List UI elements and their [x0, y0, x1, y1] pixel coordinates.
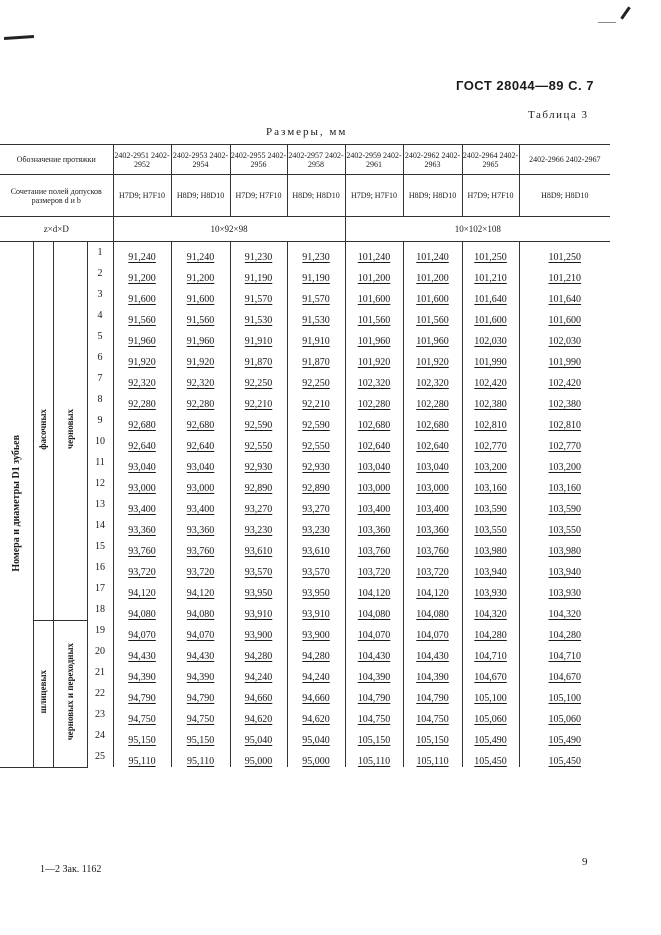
table-row: [0, 389, 610, 410]
diameter-value: 92,890: [230, 473, 287, 494]
diameter-value: 102,380: [519, 389, 610, 410]
diameter-value: 93,230: [287, 515, 345, 536]
left-vertical-label: [0, 242, 33, 768]
diameter-value: 93,760: [113, 536, 171, 557]
diameter-value: 102,420: [462, 368, 519, 389]
diameter-value: 92,250: [287, 368, 345, 389]
diameter-value: 94,390: [113, 662, 171, 683]
diameter-value: 101,600: [519, 305, 610, 326]
diameter-value: 103,000: [345, 473, 403, 494]
table-row: [0, 536, 610, 557]
diameter-value: 93,040: [171, 452, 230, 473]
diameter-value: 91,200: [113, 263, 171, 284]
diameter-value: 104,790: [403, 683, 462, 704]
diameter-value: 102,320: [345, 368, 403, 389]
diameter-value: 93,360: [171, 515, 230, 536]
diameter-value: 105,100: [462, 683, 519, 704]
header-row-tolerance: [0, 175, 610, 217]
diameter-value: 103,760: [403, 536, 462, 557]
diameter-value: 101,600: [403, 284, 462, 305]
diameter-value: 94,750: [171, 704, 230, 725]
diameter-value: 92,890: [287, 473, 345, 494]
diameter-value: 91,240: [171, 242, 230, 264]
header-row-size: [0, 217, 610, 242]
diameter-value: 93,400: [113, 494, 171, 515]
diameter-value: 101,240: [345, 242, 403, 264]
diameter-value: 94,280: [230, 641, 287, 662]
diameter-value: 92,640: [171, 431, 230, 452]
diameter-value: 102,280: [403, 389, 462, 410]
diameter-value: 93,000: [171, 473, 230, 494]
diameter-value: 103,940: [519, 557, 610, 578]
left-label-text: Номера и диаметры D1 зубьев: [10, 434, 22, 572]
diameter-value: 94,750: [113, 704, 171, 725]
diameter-value: 103,360: [345, 515, 403, 536]
diameter-value: 103,040: [403, 452, 462, 473]
column-designation: 2402-2951 2402-2952: [113, 145, 171, 175]
tooth-number: 8: [87, 389, 113, 410]
diameter-value: 94,620: [230, 704, 287, 725]
tooth-number: 15: [87, 536, 113, 557]
document-header: ГОСТ 28044—89 С. 7: [456, 78, 594, 93]
diameter-value: 104,710: [462, 641, 519, 662]
diameter-value: 94,240: [287, 662, 345, 683]
tooth-number: 21: [87, 662, 113, 683]
diameter-value: 105,450: [519, 746, 610, 767]
diameter-value: 91,910: [287, 326, 345, 347]
diameter-value: 93,910: [230, 599, 287, 620]
diameter-value: 102,640: [345, 431, 403, 452]
tooth-number: 11: [87, 452, 113, 473]
diameter-value: 105,490: [462, 725, 519, 746]
diameter-value: 104,320: [519, 599, 610, 620]
diameter-value: 102,770: [519, 431, 610, 452]
column-tolerance: H8D9; H8D10: [171, 175, 230, 217]
diameter-value: 103,930: [519, 578, 610, 599]
diameter-value: 103,760: [345, 536, 403, 557]
diameter-value: 101,600: [462, 305, 519, 326]
diameter-value: 104,280: [519, 620, 610, 641]
diameter-value: 101,240: [403, 242, 462, 264]
row-label-designation: Обозначение протяжки: [0, 145, 113, 175]
tooth-number: 7: [87, 368, 113, 389]
diameter-value: 104,120: [403, 578, 462, 599]
subgroup-roughing-transition-label: черновых и переходных: [65, 643, 75, 741]
diameter-value: 95,000: [230, 746, 287, 767]
scan-mark-right: [620, 6, 630, 19]
diameter-value: 101,960: [403, 326, 462, 347]
footer-order-number: 1—2 Зак. 1162: [40, 864, 102, 875]
diameter-value: 93,400: [171, 494, 230, 515]
diameter-value: 93,720: [171, 557, 230, 578]
tooth-number: 24: [87, 725, 113, 746]
diameter-value: 101,990: [462, 347, 519, 368]
diameter-value: 94,280: [287, 641, 345, 662]
column-tolerance: H7D9; H7F10: [345, 175, 403, 217]
diameter-value: 91,530: [230, 305, 287, 326]
column-designation: 2402-2953 2402-2954: [171, 145, 230, 175]
diameter-value: 102,030: [519, 326, 610, 347]
table-row: [0, 326, 610, 347]
diameter-value: 91,190: [287, 263, 345, 284]
group-faceted: [33, 242, 53, 621]
column-designation: 2402-2964 2402-2965: [462, 145, 519, 175]
tooth-number: 2: [87, 263, 113, 284]
table-row: [0, 368, 610, 389]
diameter-value: 101,920: [345, 347, 403, 368]
diameter-value: 91,920: [171, 347, 230, 368]
diameter-value: 103,590: [519, 494, 610, 515]
diameter-value: 94,430: [171, 641, 230, 662]
diameter-value: 91,960: [171, 326, 230, 347]
diameter-value: 93,270: [287, 494, 345, 515]
diameter-value: 92,210: [230, 389, 287, 410]
tooth-number: 23: [87, 704, 113, 725]
diameter-value: 103,200: [519, 452, 610, 473]
table-row: [0, 641, 610, 662]
diameter-value: 104,080: [403, 599, 462, 620]
diameter-value: 104,120: [345, 578, 403, 599]
diameter-value: 102,680: [345, 410, 403, 431]
header-row-designation: [0, 145, 610, 175]
table-row: [0, 662, 610, 683]
diameter-value: 91,240: [113, 242, 171, 264]
diameter-value: 92,680: [113, 410, 171, 431]
diameter-value: 93,900: [230, 620, 287, 641]
diameter-value: 93,610: [287, 536, 345, 557]
diameter-value: 93,040: [113, 452, 171, 473]
table-row: [0, 431, 610, 452]
diameter-value: 94,390: [171, 662, 230, 683]
diameter-value: 105,110: [403, 746, 462, 767]
subgroup-roughing-transition: [53, 620, 87, 767]
diameter-value: 101,920: [403, 347, 462, 368]
page-number: 9: [582, 856, 588, 868]
diameter-value: 93,610: [230, 536, 287, 557]
size-group-1: 10×92×98: [113, 217, 345, 242]
diameter-value: 91,870: [230, 347, 287, 368]
diameter-value: 91,570: [287, 284, 345, 305]
diameter-value: 91,600: [113, 284, 171, 305]
column-tolerance: H8D9; H8D10: [403, 175, 462, 217]
diameter-value: 95,110: [171, 746, 230, 767]
diameter-value: 94,070: [171, 620, 230, 641]
table-row: [0, 725, 610, 746]
diameter-value: 105,100: [519, 683, 610, 704]
diameter-value: 94,120: [113, 578, 171, 599]
group-spline: [33, 620, 53, 767]
diameter-value: 103,550: [519, 515, 610, 536]
diameter-value: 91,560: [113, 305, 171, 326]
diameter-value: 101,210: [462, 263, 519, 284]
diameter-value: 105,450: [462, 746, 519, 767]
diameter-value: 102,680: [403, 410, 462, 431]
subgroup-roughing-label: черновых: [65, 409, 75, 450]
tooth-number: 19: [87, 620, 113, 641]
diameter-value: 101,210: [519, 263, 610, 284]
diameter-value: 103,040: [345, 452, 403, 473]
diameter-value: 101,960: [345, 326, 403, 347]
diameter-value: 103,590: [462, 494, 519, 515]
diameter-value: 104,070: [403, 620, 462, 641]
scan-mark-left: [4, 35, 34, 40]
diameter-value: 94,660: [287, 683, 345, 704]
diameter-value: 93,000: [113, 473, 171, 494]
spec-table: [0, 144, 610, 768]
diameter-value: 104,390: [345, 662, 403, 683]
diameter-value: 94,070: [113, 620, 171, 641]
diameter-value: 92,930: [287, 452, 345, 473]
table-row: [0, 284, 610, 305]
diameter-value: 101,250: [519, 242, 610, 264]
diameter-value: 103,980: [462, 536, 519, 557]
table-row: [0, 578, 610, 599]
table-row: [0, 515, 610, 536]
diameter-value: 103,160: [462, 473, 519, 494]
diameter-value: 92,250: [230, 368, 287, 389]
diameter-value: 102,030: [462, 326, 519, 347]
table-label: Таблица 3: [528, 109, 589, 121]
diameter-value: 94,080: [113, 599, 171, 620]
diameter-value: 103,400: [403, 494, 462, 515]
column-tolerance: H7D9; H7F10: [113, 175, 171, 217]
row-label-size: z×d×D: [0, 217, 113, 242]
diameter-value: 93,950: [230, 578, 287, 599]
diameter-value: 92,320: [113, 368, 171, 389]
diameter-value: 92,320: [171, 368, 230, 389]
diameter-value: 91,960: [113, 326, 171, 347]
diameter-value: 95,040: [230, 725, 287, 746]
diameter-value: 93,270: [230, 494, 287, 515]
diameter-value: 91,570: [230, 284, 287, 305]
diameter-value: 91,230: [287, 242, 345, 264]
diameter-value: 105,150: [403, 725, 462, 746]
diameter-value: 91,600: [171, 284, 230, 305]
tooth-number: 18: [87, 599, 113, 620]
column-tolerance: H8D9; H8D10: [287, 175, 345, 217]
diameter-value: 94,620: [287, 704, 345, 725]
diameter-value: 101,200: [345, 263, 403, 284]
table-row: [0, 494, 610, 515]
diameter-value: 104,750: [403, 704, 462, 725]
tooth-number: 17: [87, 578, 113, 599]
diameter-value: 94,120: [171, 578, 230, 599]
diameter-value: 101,200: [403, 263, 462, 284]
scan-dash-right: [598, 22, 616, 23]
diameter-value: 91,190: [230, 263, 287, 284]
diameter-value: 101,640: [462, 284, 519, 305]
diameter-value: 91,200: [171, 263, 230, 284]
diameter-value: 104,070: [345, 620, 403, 641]
diameter-value: 94,790: [113, 683, 171, 704]
diameter-value: 102,810: [519, 410, 610, 431]
diameter-value: 103,720: [403, 557, 462, 578]
diameter-value: 92,550: [287, 431, 345, 452]
diameter-value: 95,000: [287, 746, 345, 767]
table-row: [0, 599, 610, 620]
table-row: [0, 347, 610, 368]
diameter-value: 102,770: [462, 431, 519, 452]
tooth-number: 5: [87, 326, 113, 347]
table-row: [0, 557, 610, 578]
diameter-value: 102,810: [462, 410, 519, 431]
diameter-value: 101,560: [403, 305, 462, 326]
diameter-value: 105,110: [345, 746, 403, 767]
diameter-value: 94,240: [230, 662, 287, 683]
diameter-value: 104,670: [462, 662, 519, 683]
column-designation: 2402-2966 2402-2967: [519, 145, 610, 175]
diameter-value: 104,430: [345, 641, 403, 662]
table-row: [0, 410, 610, 431]
diameter-value: 93,720: [113, 557, 171, 578]
tooth-number: 25: [87, 746, 113, 767]
diameter-value: 92,680: [171, 410, 230, 431]
diameter-value: 91,230: [230, 242, 287, 264]
column-designation: 2402-2955 2402-2956: [230, 145, 287, 175]
diameter-value: 102,420: [519, 368, 610, 389]
column-designation: 2402-2957 2402-2958: [287, 145, 345, 175]
diameter-value: 105,490: [519, 725, 610, 746]
tooth-number: 20: [87, 641, 113, 662]
tooth-number: 22: [87, 683, 113, 704]
column-designation: 2402-2962 2402-2963: [403, 145, 462, 175]
table-row: [0, 704, 610, 725]
diameter-value: 103,940: [462, 557, 519, 578]
diameter-value: 93,570: [287, 557, 345, 578]
diameter-value: 92,280: [113, 389, 171, 410]
diameter-value: 93,230: [230, 515, 287, 536]
diameter-value: 103,360: [403, 515, 462, 536]
tooth-number: 13: [87, 494, 113, 515]
column-tolerance: H8D9; H8D10: [519, 175, 610, 217]
diameter-value: 104,790: [345, 683, 403, 704]
diameter-value: 104,390: [403, 662, 462, 683]
diameter-value: 104,430: [403, 641, 462, 662]
diameter-value: 94,430: [113, 641, 171, 662]
diameter-value: 102,320: [403, 368, 462, 389]
diameter-value: 93,900: [287, 620, 345, 641]
table-row: [0, 683, 610, 704]
diameter-value: 103,000: [403, 473, 462, 494]
diameter-value: 104,280: [462, 620, 519, 641]
table-row: [0, 746, 610, 767]
diameter-value: 93,910: [287, 599, 345, 620]
tooth-number: 6: [87, 347, 113, 368]
diameter-value: 93,760: [171, 536, 230, 557]
diameter-value: 95,040: [287, 725, 345, 746]
group-spline-label: шлицевых: [38, 670, 48, 714]
diameter-value: 101,600: [345, 284, 403, 305]
diameter-value: 93,570: [230, 557, 287, 578]
tooth-number: 3: [87, 284, 113, 305]
diameter-value: 92,640: [113, 431, 171, 452]
diameter-value: 105,150: [345, 725, 403, 746]
table-row: [0, 242, 610, 264]
diameter-value: 103,930: [462, 578, 519, 599]
tooth-number: 10: [87, 431, 113, 452]
diameter-value: 103,200: [462, 452, 519, 473]
column-tolerance: H7D9; H7F10: [230, 175, 287, 217]
diameter-value: 104,710: [519, 641, 610, 662]
group-faceted-label: фасочных: [38, 408, 48, 450]
row-label-tolerance: Сочетание полей допусков размеров d и b: [0, 175, 113, 217]
diameter-value: 92,550: [230, 431, 287, 452]
tooth-number: 14: [87, 515, 113, 536]
diameter-value: 94,080: [171, 599, 230, 620]
diameter-value: 92,280: [171, 389, 230, 410]
column-tolerance: H7D9; H7F10: [462, 175, 519, 217]
subgroup-roughing: [53, 242, 87, 621]
tooth-number: 16: [87, 557, 113, 578]
diameter-value: 91,920: [113, 347, 171, 368]
diameter-value: 95,150: [171, 725, 230, 746]
diameter-value: 94,790: [171, 683, 230, 704]
diameter-value: 93,950: [287, 578, 345, 599]
diameter-value: 102,640: [403, 431, 462, 452]
diameter-value: 103,550: [462, 515, 519, 536]
table-row: [0, 452, 610, 473]
diameter-value: 104,080: [345, 599, 403, 620]
column-designation: 2402-2959 2402-2961: [345, 145, 403, 175]
table-row: [0, 473, 610, 494]
tooth-number: 12: [87, 473, 113, 494]
diameter-value: 95,150: [113, 725, 171, 746]
diameter-value: 105,060: [462, 704, 519, 725]
diameter-value: 103,720: [345, 557, 403, 578]
diameter-value: 104,320: [462, 599, 519, 620]
diameter-value: 104,750: [345, 704, 403, 725]
diameter-value: 92,590: [230, 410, 287, 431]
diameter-value: 103,160: [519, 473, 610, 494]
size-group-2: 10×102×108: [345, 217, 610, 242]
diameter-value: 101,640: [519, 284, 610, 305]
diameter-value: 92,210: [287, 389, 345, 410]
tooth-number: 9: [87, 410, 113, 431]
diameter-value: 104,670: [519, 662, 610, 683]
table-row: [0, 620, 610, 641]
diameter-value: 101,250: [462, 242, 519, 264]
diameter-value: 91,870: [287, 347, 345, 368]
diameter-value: 103,980: [519, 536, 610, 557]
diameter-value: 91,560: [171, 305, 230, 326]
diameter-value: 101,560: [345, 305, 403, 326]
diameter-value: 102,380: [462, 389, 519, 410]
diameter-value: 91,530: [287, 305, 345, 326]
tooth-number: 1: [87, 242, 113, 264]
diameter-value: 92,590: [287, 410, 345, 431]
diameter-value: 101,990: [519, 347, 610, 368]
table-row: [0, 305, 610, 326]
diameter-value: 103,400: [345, 494, 403, 515]
table-row: [0, 263, 610, 284]
tooth-number: 4: [87, 305, 113, 326]
diameter-value: 91,910: [230, 326, 287, 347]
sizes-label: Размеры, мм: [266, 126, 348, 138]
diameter-value: 93,360: [113, 515, 171, 536]
diameter-value: 105,060: [519, 704, 610, 725]
diameter-value: 92,930: [230, 452, 287, 473]
diameter-value: 102,280: [345, 389, 403, 410]
diameter-value: 95,110: [113, 746, 171, 767]
diameter-value: 94,660: [230, 683, 287, 704]
